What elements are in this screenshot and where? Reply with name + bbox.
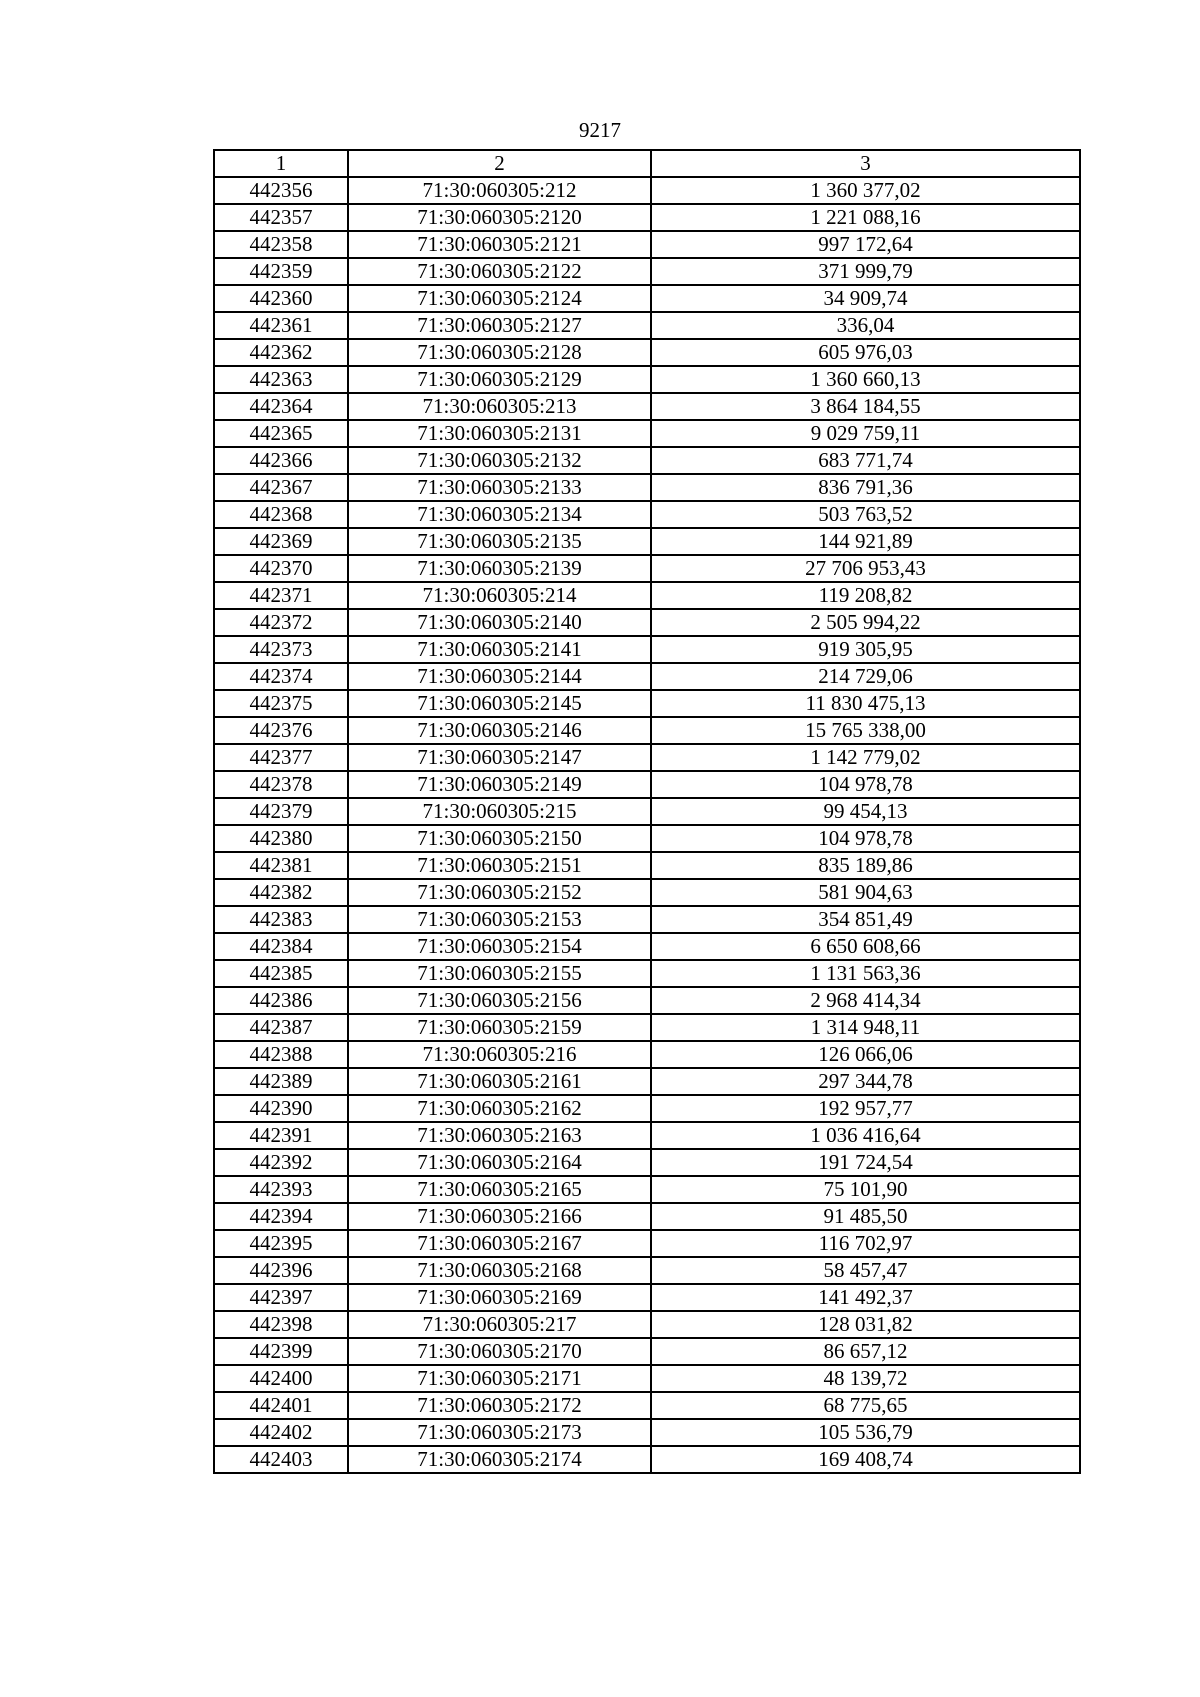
value-cell: 1 131 563,36 (651, 960, 1080, 987)
table-row (214, 1365, 1080, 1392)
value-cell: 683 771,74 (651, 447, 1080, 474)
row-number-cell: 442371 (214, 582, 348, 609)
row-number-cell: 442367 (214, 474, 348, 501)
row-number-cell: 442377 (214, 744, 348, 771)
value-cell: 581 904,63 (651, 879, 1080, 906)
table-row (214, 1176, 1080, 1203)
row-number-cell: 442363 (214, 366, 348, 393)
table-row (214, 231, 1080, 258)
table-row (214, 447, 1080, 474)
table-row (214, 258, 1080, 285)
cadastral-number-cell: 71:30:060305:2167 (348, 1230, 651, 1257)
cadastral-number-cell: 71:30:060305:2135 (348, 528, 651, 555)
cadastral-number-cell: 71:30:060305:216 (348, 1041, 651, 1068)
data-table (213, 149, 1081, 1474)
cadastral-number-cell: 71:30:060305:2139 (348, 555, 651, 582)
table-row (214, 690, 1080, 717)
cadastral-number-cell: 71:30:060305:2166 (348, 1203, 651, 1230)
cadastral-number-cell: 71:30:060305:2169 (348, 1284, 651, 1311)
value-cell: 68 775,65 (651, 1392, 1080, 1419)
cadastral-number-cell: 71:30:060305:2127 (348, 312, 651, 339)
row-number-cell: 442386 (214, 987, 348, 1014)
table-row (214, 1257, 1080, 1284)
row-number-cell: 442375 (214, 690, 348, 717)
value-cell: 371 999,79 (651, 258, 1080, 285)
value-cell: 919 305,95 (651, 636, 1080, 663)
value-cell: 9 029 759,11 (651, 420, 1080, 447)
row-number-cell: 442385 (214, 960, 348, 987)
row-number-cell: 442364 (214, 393, 348, 420)
row-number-cell: 442392 (214, 1149, 348, 1176)
cadastral-number-cell: 71:30:060305:2161 (348, 1068, 651, 1095)
value-cell: 15 765 338,00 (651, 717, 1080, 744)
table-row (214, 987, 1080, 1014)
cadastral-number-cell: 71:30:060305:212 (348, 177, 651, 204)
row-number-cell: 442361 (214, 312, 348, 339)
value-cell: 6 650 608,66 (651, 933, 1080, 960)
table-row (214, 285, 1080, 312)
value-cell: 192 957,77 (651, 1095, 1080, 1122)
row-number-cell: 442393 (214, 1176, 348, 1203)
cadastral-number-cell: 71:30:060305:2144 (348, 663, 651, 690)
column-header-2: 2 (348, 150, 651, 177)
table-row (214, 528, 1080, 555)
row-number-cell: 442376 (214, 717, 348, 744)
table-row (214, 852, 1080, 879)
row-number-cell: 442399 (214, 1338, 348, 1365)
row-number-cell: 442382 (214, 879, 348, 906)
cadastral-number-cell: 71:30:060305:2154 (348, 933, 651, 960)
row-number-cell: 442360 (214, 285, 348, 312)
cadastral-number-cell: 71:30:060305:2124 (348, 285, 651, 312)
cadastral-number-cell: 71:30:060305:2155 (348, 960, 651, 987)
value-cell: 48 139,72 (651, 1365, 1080, 1392)
row-number-cell: 442372 (214, 609, 348, 636)
table-row (214, 1041, 1080, 1068)
value-cell: 34 909,74 (651, 285, 1080, 312)
row-number-cell: 442357 (214, 204, 348, 231)
table-row (214, 501, 1080, 528)
cadastral-number-cell: 71:30:060305:2133 (348, 474, 651, 501)
cadastral-number-cell: 71:30:060305:2156 (348, 987, 651, 1014)
table-row (214, 1149, 1080, 1176)
table-row (214, 1068, 1080, 1095)
table-row (214, 663, 1080, 690)
table-row (214, 717, 1080, 744)
row-number-cell: 442387 (214, 1014, 348, 1041)
value-cell: 503 763,52 (651, 501, 1080, 528)
column-header-3: 3 (651, 150, 1080, 177)
value-cell: 836 791,36 (651, 474, 1080, 501)
table-row (214, 204, 1080, 231)
table-row (214, 1338, 1080, 1365)
value-cell: 605 976,03 (651, 339, 1080, 366)
table-row (214, 393, 1080, 420)
table-row (214, 636, 1080, 663)
row-number-cell: 442384 (214, 933, 348, 960)
value-cell: 119 208,82 (651, 582, 1080, 609)
cadastral-number-cell: 71:30:060305:2174 (348, 1446, 651, 1473)
row-number-cell: 442381 (214, 852, 348, 879)
table-row (214, 960, 1080, 987)
cadastral-number-cell: 71:30:060305:2150 (348, 825, 651, 852)
table-row (214, 1122, 1080, 1149)
value-cell: 104 978,78 (651, 825, 1080, 852)
cadastral-number-cell: 71:30:060305:2122 (348, 258, 651, 285)
row-number-cell: 442358 (214, 231, 348, 258)
value-cell: 191 724,54 (651, 1149, 1080, 1176)
row-number-cell: 442383 (214, 906, 348, 933)
value-cell: 169 408,74 (651, 1446, 1080, 1473)
value-cell: 116 702,97 (651, 1230, 1080, 1257)
table-row (214, 1203, 1080, 1230)
value-cell: 99 454,13 (651, 798, 1080, 825)
value-cell: 1 360 377,02 (651, 177, 1080, 204)
row-number-cell: 442401 (214, 1392, 348, 1419)
value-cell: 1 360 660,13 (651, 366, 1080, 393)
row-number-cell: 442380 (214, 825, 348, 852)
cadastral-number-cell: 71:30:060305:2149 (348, 771, 651, 798)
value-cell: 75 101,90 (651, 1176, 1080, 1203)
cadastral-number-cell: 71:30:060305:2152 (348, 879, 651, 906)
value-cell: 144 921,89 (651, 528, 1080, 555)
cadastral-number-cell: 71:30:060305:2170 (348, 1338, 651, 1365)
cadastral-number-cell: 71:30:060305:2147 (348, 744, 651, 771)
cadastral-number-cell: 71:30:060305:2128 (348, 339, 651, 366)
cadastral-number-cell: 71:30:060305:215 (348, 798, 651, 825)
value-cell: 214 729,06 (651, 663, 1080, 690)
table-row (214, 474, 1080, 501)
value-cell: 3 864 184,55 (651, 393, 1080, 420)
value-cell: 128 031,82 (651, 1311, 1080, 1338)
cadastral-number-cell: 71:30:060305:2146 (348, 717, 651, 744)
table-row (214, 420, 1080, 447)
row-number-cell: 442391 (214, 1122, 348, 1149)
table-row (214, 312, 1080, 339)
cadastral-number-cell: 71:30:060305:2141 (348, 636, 651, 663)
table-row (214, 177, 1080, 204)
table-row (214, 879, 1080, 906)
row-number-cell: 442365 (214, 420, 348, 447)
value-cell: 91 485,50 (651, 1203, 1080, 1230)
row-number-cell: 442400 (214, 1365, 348, 1392)
cadastral-number-cell: 71:30:060305:2159 (348, 1014, 651, 1041)
table-row (214, 906, 1080, 933)
table-row (214, 1446, 1080, 1473)
cadastral-number-cell: 71:30:060305:2145 (348, 690, 651, 717)
row-number-cell: 442402 (214, 1419, 348, 1446)
row-number-cell: 442379 (214, 798, 348, 825)
row-number-cell: 442368 (214, 501, 348, 528)
value-cell: 354 851,49 (651, 906, 1080, 933)
table-row (214, 339, 1080, 366)
cadastral-number-cell: 71:30:060305:2163 (348, 1122, 651, 1149)
cadastral-number-cell: 71:30:060305:2168 (348, 1257, 651, 1284)
row-number-cell: 442390 (214, 1095, 348, 1122)
table-row (214, 1392, 1080, 1419)
value-cell: 297 344,78 (651, 1068, 1080, 1095)
row-number-cell: 442396 (214, 1257, 348, 1284)
cadastral-number-cell: 71:30:060305:2162 (348, 1095, 651, 1122)
cadastral-number-cell: 71:30:060305:2140 (348, 609, 651, 636)
table-row (214, 582, 1080, 609)
value-cell: 105 536,79 (651, 1419, 1080, 1446)
cadastral-number-cell: 71:30:060305:2153 (348, 906, 651, 933)
cadastral-number-cell: 71:30:060305:213 (348, 393, 651, 420)
cadastral-number-cell: 71:30:060305:2131 (348, 420, 651, 447)
row-number-cell: 442362 (214, 339, 348, 366)
value-cell: 58 457,47 (651, 1257, 1080, 1284)
cadastral-number-cell: 71:30:060305:2132 (348, 447, 651, 474)
table-row (214, 1284, 1080, 1311)
table-row (214, 1095, 1080, 1122)
table-row (214, 609, 1080, 636)
row-number-cell: 442370 (214, 555, 348, 582)
table-body (214, 177, 1080, 1473)
value-cell: 835 189,86 (651, 852, 1080, 879)
table-row (214, 933, 1080, 960)
cadastral-number-cell: 71:30:060305:2171 (348, 1365, 651, 1392)
cadastral-number-cell: 71:30:060305:217 (348, 1311, 651, 1338)
value-cell: 1 221 088,16 (651, 204, 1080, 231)
value-cell: 2 505 994,22 (651, 609, 1080, 636)
row-number-cell: 442369 (214, 528, 348, 555)
page-number: 9217 (579, 118, 621, 142)
row-number-cell: 442356 (214, 177, 348, 204)
table-row (214, 771, 1080, 798)
row-number-cell: 442394 (214, 1203, 348, 1230)
row-number-cell: 442378 (214, 771, 348, 798)
value-cell: 104 978,78 (651, 771, 1080, 798)
table-row (214, 1419, 1080, 1446)
column-header-1: 1 (214, 150, 348, 177)
cadastral-number-cell: 71:30:060305:2165 (348, 1176, 651, 1203)
table-row (214, 825, 1080, 852)
value-cell: 11 830 475,13 (651, 690, 1080, 717)
cadastral-number-cell: 71:30:060305:2129 (348, 366, 651, 393)
row-number-cell: 442388 (214, 1041, 348, 1068)
value-cell: 1 036 416,64 (651, 1122, 1080, 1149)
cadastral-number-cell: 71:30:060305:214 (348, 582, 651, 609)
cadastral-number-cell: 71:30:060305:2151 (348, 852, 651, 879)
table-row (214, 1311, 1080, 1338)
row-number-cell: 442366 (214, 447, 348, 474)
row-number-cell: 442398 (214, 1311, 348, 1338)
value-cell: 141 492,37 (651, 1284, 1080, 1311)
value-cell: 2 968 414,34 (651, 987, 1080, 1014)
table-row (214, 744, 1080, 771)
cadastral-number-cell: 71:30:060305:2121 (348, 231, 651, 258)
table-header-row (214, 150, 1080, 177)
cadastral-number-cell: 71:30:060305:2172 (348, 1392, 651, 1419)
value-cell: 126 066,06 (651, 1041, 1080, 1068)
row-number-cell: 442374 (214, 663, 348, 690)
row-number-cell: 442373 (214, 636, 348, 663)
row-number-cell: 442403 (214, 1446, 348, 1473)
row-number-cell: 442395 (214, 1230, 348, 1257)
cadastral-number-cell: 71:30:060305:2164 (348, 1149, 651, 1176)
row-number-cell: 442397 (214, 1284, 348, 1311)
value-cell: 86 657,12 (651, 1338, 1080, 1365)
table-row (214, 555, 1080, 582)
table-row (214, 1014, 1080, 1041)
row-number-cell: 442389 (214, 1068, 348, 1095)
cadastral-number-cell: 71:30:060305:2134 (348, 501, 651, 528)
value-cell: 1 142 779,02 (651, 744, 1080, 771)
value-cell: 336,04 (651, 312, 1080, 339)
table-row (214, 1230, 1080, 1257)
value-cell: 1 314 948,11 (651, 1014, 1080, 1041)
cadastral-number-cell: 71:30:060305:2120 (348, 204, 651, 231)
value-cell: 997 172,64 (651, 231, 1080, 258)
cadastral-number-cell: 71:30:060305:2173 (348, 1419, 651, 1446)
table-row (214, 366, 1080, 393)
table-row (214, 798, 1080, 825)
row-number-cell: 442359 (214, 258, 348, 285)
value-cell: 27 706 953,43 (651, 555, 1080, 582)
